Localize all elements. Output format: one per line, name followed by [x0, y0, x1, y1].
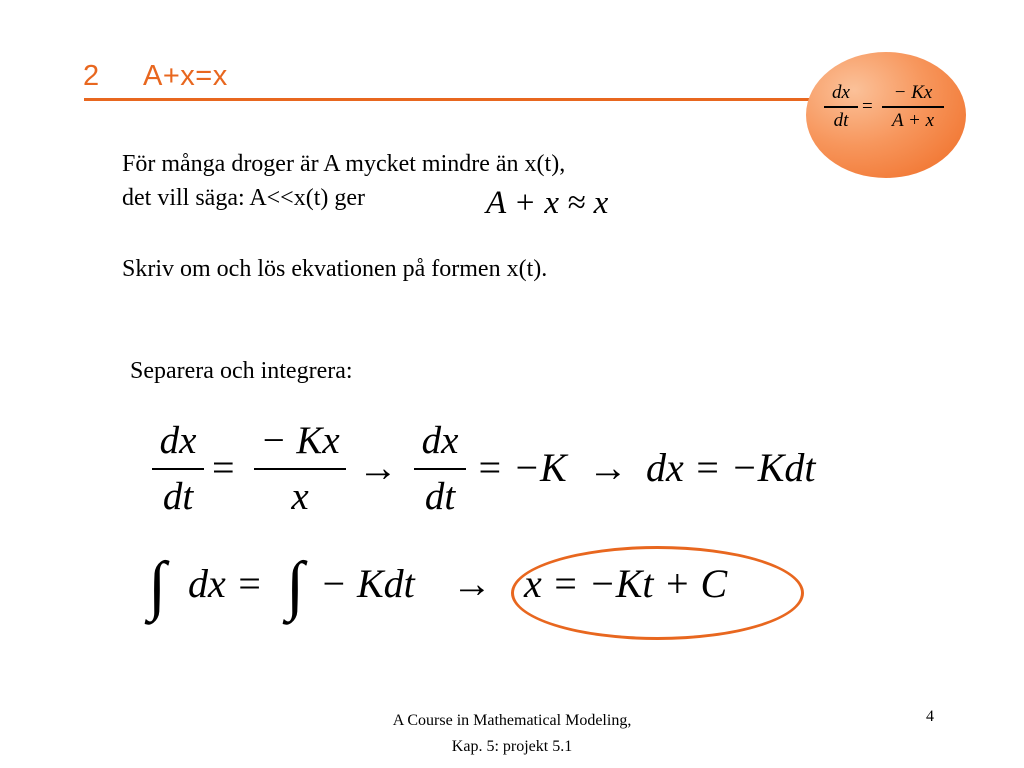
badge-rhs-bar: [882, 106, 944, 108]
fraction-minus-kx-x: [254, 418, 346, 520]
integral-rhs: − Kdt: [320, 561, 415, 606]
fraction-denominator: dt: [162, 475, 194, 518]
solution-formula: x = −Kt + C: [524, 561, 728, 606]
badge-lhs-bar: [824, 106, 858, 108]
footer-citation: [340, 708, 684, 760]
badge-rhs-denominator: A + x: [891, 110, 935, 131]
badge-lhs-numerator: dx: [832, 82, 850, 103]
solution-highlight-ellipse: [511, 546, 804, 640]
fraction-numerator: − Kx: [260, 419, 340, 462]
integral-lhs: dx =: [188, 561, 263, 606]
title-underline: [84, 98, 844, 101]
integral-sign-1: ∫: [148, 549, 167, 622]
equals-sign: =: [212, 445, 235, 490]
fraction-dx-dt-2: [414, 418, 466, 520]
slide-title-text: A+x=x: [143, 60, 228, 92]
fraction-bar: [254, 468, 346, 470]
paragraph-separate: Separera och integrera:: [130, 358, 353, 384]
paragraph-intro-line1: För många droger är A mycket mindre än x(t),: [122, 151, 566, 177]
paragraph-intro-line2: det vill säga: A<<x(t) ger: [122, 185, 366, 211]
slide-number-label: 2: [83, 60, 100, 92]
fraction-dx-dt-1: [152, 418, 204, 520]
fraction-numerator: dx: [159, 419, 197, 462]
arrow-3: →: [452, 561, 492, 606]
paragraph-instruction: Skriv om och lös ekvationen på formen x(t).: [122, 256, 548, 282]
formula-badge: [806, 52, 966, 178]
fraction-numerator: dx: [421, 419, 459, 462]
fraction-bar: [152, 468, 204, 470]
footer-line2: Kap. 5: projekt 5.1: [451, 738, 573, 755]
fraction-bar: [414, 468, 466, 470]
footer-line1: A Course in Mathematical Modeling,: [392, 712, 632, 729]
inline-approx-formula: A + x ≈ x: [486, 185, 609, 221]
badge-lhs-denominator: dt: [833, 110, 849, 131]
arrow-1: →: [358, 445, 398, 490]
integral-sign-2: ∫: [286, 549, 305, 622]
badge-rhs-numerator: − Kx: [893, 82, 933, 103]
slide-title: [83, 60, 228, 93]
page-number: 4: [926, 708, 934, 725]
badge-equals: =: [862, 96, 873, 117]
rhs-dx-equals-minus-kdt: dx = −Kdt: [646, 445, 816, 490]
rhs-minus-k: = −K: [476, 445, 567, 490]
fraction-denominator: dt: [424, 475, 456, 518]
arrow-2: →: [588, 445, 628, 490]
fraction-denominator: x: [291, 475, 309, 518]
